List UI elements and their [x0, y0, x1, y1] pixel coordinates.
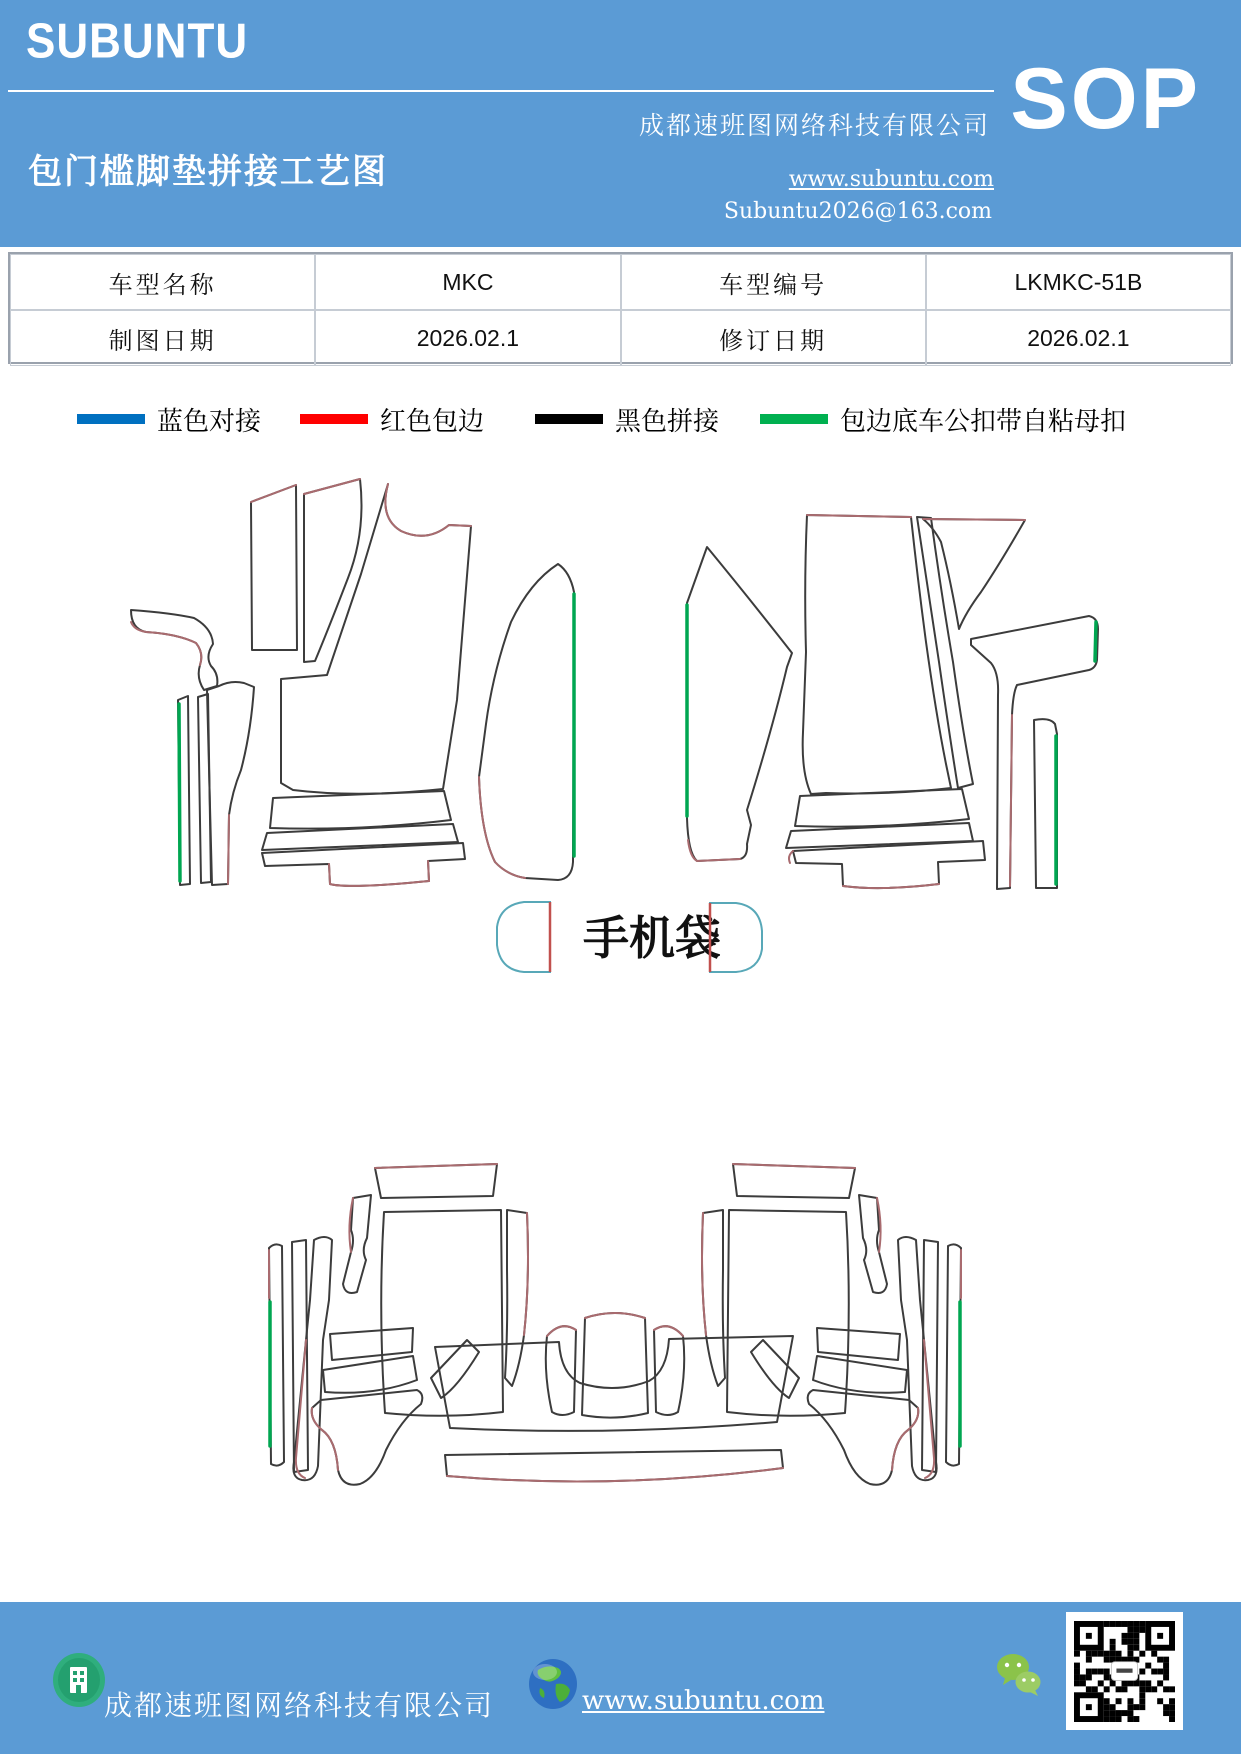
rear-mat-right-half: [654, 1164, 961, 1485]
revision-date-label: 修订日期: [621, 310, 926, 366]
wechat-icon: [995, 1652, 1043, 1698]
header-email: Subuntu2026@163.com: [723, 199, 992, 224]
legend-item-green: [760, 404, 1127, 437]
phone-bag-left-piece: [497, 902, 550, 972]
header-website-link[interactable]: www.subuntu.com: [788, 167, 994, 192]
front-left-mat-pieces: [131, 479, 574, 886]
legend-swatch-red: [300, 414, 368, 424]
vehicle-name-value: MKC: [315, 254, 620, 310]
rear-mat-diagram: [225, 1000, 1005, 1500]
header: [0, 0, 1241, 247]
page-title: 包门槛脚垫拼接工艺图: [28, 152, 388, 192]
footer: [0, 1602, 1241, 1754]
company-logo: SUBUNTU: [26, 14, 249, 69]
sop-label: SOP: [1010, 51, 1201, 147]
header-company-name: 成都速班图网络科技有限公司: [638, 113, 990, 140]
legend-label-red: 红色包边: [380, 406, 485, 437]
drawing-date-label: 制图日期: [10, 310, 315, 366]
phone-bag-diagram: [440, 893, 780, 983]
legend-item-blue: [77, 404, 262, 437]
vehicle-name-label: 车型名称: [10, 254, 315, 310]
legend-swatch-green: [760, 414, 828, 424]
front-left-mat-diagram: [90, 432, 650, 892]
header-divider: [8, 90, 994, 92]
footer-website-link[interactable]: www.subuntu.com: [582, 1686, 825, 1716]
legend-swatch-black: [535, 414, 603, 424]
legend-label-black: 黑色拼接: [615, 406, 720, 437]
globe-icon: [528, 1658, 578, 1710]
drawing-date-value: 2026.02.1: [315, 310, 620, 366]
rear-mat-center-pieces: [435, 1313, 793, 1481]
legend-label-green: 包边底车公扣带自粘母扣: [840, 406, 1127, 437]
vehicle-code-value: LKMKC-51B: [926, 254, 1231, 310]
rear-mat-left-half: [269, 1164, 576, 1485]
vehicle-code-label: 车型编号: [621, 254, 926, 310]
qr-code: [1066, 1612, 1183, 1730]
phone-bag-label: 手机袋: [583, 911, 721, 965]
legend-item-red: [300, 404, 485, 437]
footer-company-name: 成都速班图网络科技有限公司: [104, 1691, 495, 1722]
revision-date-value: 2026.02.1: [926, 310, 1231, 366]
front-right-mat-diagram: [600, 432, 1160, 892]
legend-swatch-blue: [77, 414, 145, 424]
legend-item-black: [535, 404, 720, 437]
building-icon: [52, 1652, 106, 1708]
front-right-mat-pieces: [687, 515, 1098, 889]
qr-code-pattern: [1074, 1621, 1175, 1722]
vehicle-info-table: [8, 252, 1233, 364]
legend-label-blue: 蓝色对接: [157, 406, 262, 437]
